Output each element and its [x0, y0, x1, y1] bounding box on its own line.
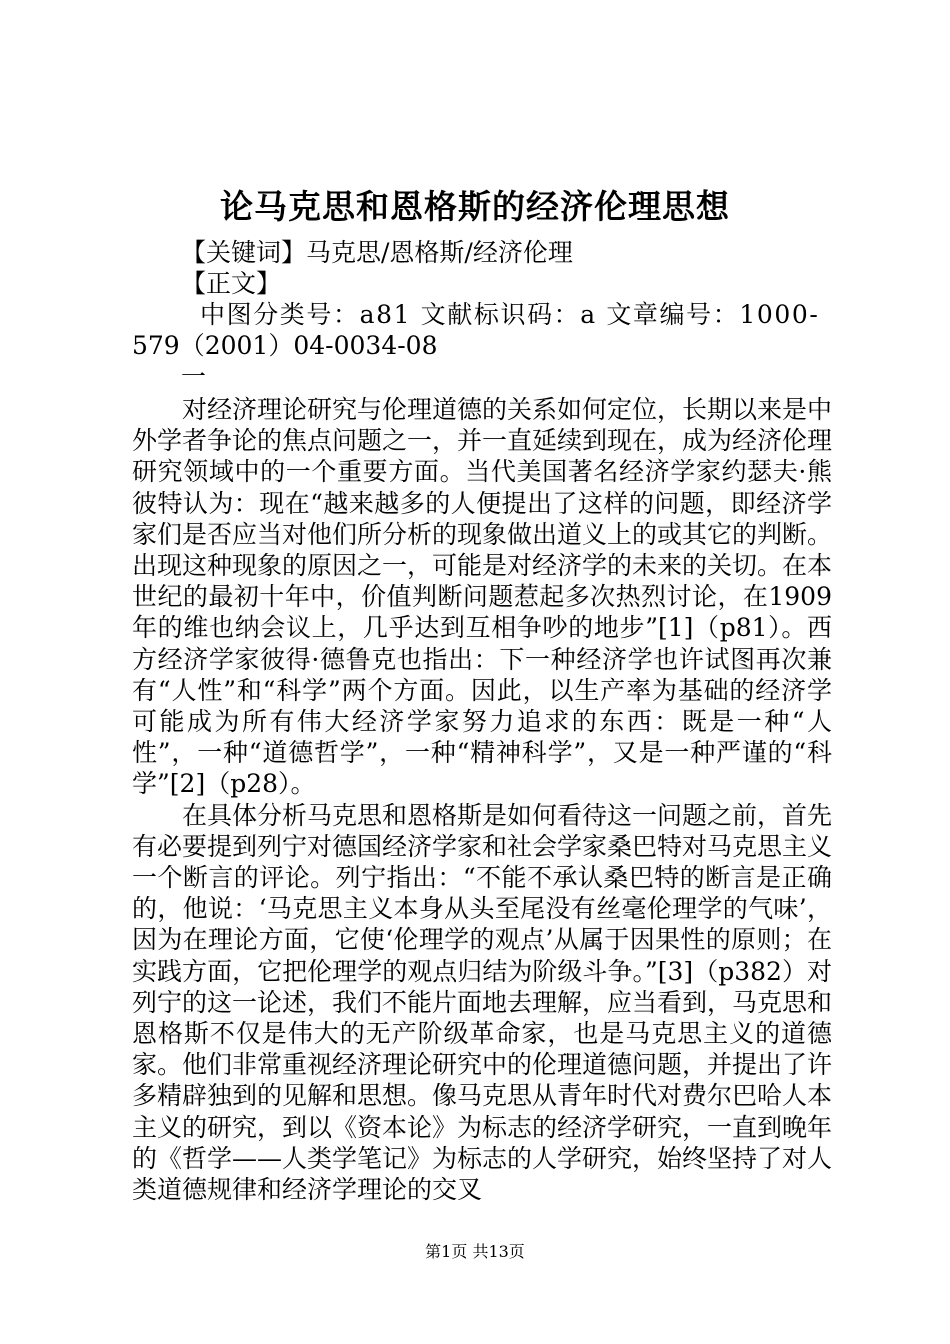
paragraph: 在具体分析马克思和恩格斯是如何看待这一问题之前，首先有必要提到列宁对德国经济学家和社会学家桑巴特对马克思主义一个断言的评论。列宁指出：“不能不承认桑巴特的断言是正确的，他说：‘马克思主义本身从头至尾没有丝毫伦理学的气味’，因为在理论方面，它使‘伦理学的观点’从属于因果性的原则；在实践方面，它把伦理学的观点归结为阶级斗争。”[3]（p382）对列宁的这一论述，我们不能片面地去理解，应当看到，马克思和恩格斯不仅是伟大的无产阶级革命家，也是马克思主义的道德家。他们非常重视经济理论研究中的伦理道德问题，并提出了许多精辟独到的见解和思想。像马克思从青年时代对费尔巴哈人本主义的研究，到以《资本论》为标志的经济学研究，一直到晚年的《哲学——人类学笔记》为标志的人学研究，始终坚持了对人类道德规律和经济学理论的交叉	[132, 800, 833, 1205]
page-indicator: 第1页 共13页	[425, 1242, 525, 1261]
classification-line-1: 中图分类号：a81 文献标识码：a 文章编号：1000-	[200, 300, 820, 329]
section-number: 一	[181, 362, 207, 391]
classification-line-2: 579（2001）04-0034-08	[132, 331, 438, 360]
body-text	[132, 394, 832, 1205]
body-label: 【正文】	[181, 269, 282, 298]
paragraph: 对经济理论研究与伦理道德的关系如何定位，长期以来是中外学者争论的焦点问题之一，并一直延续到现在，成为经济伦理研究领域中的一个重要方面。当代美国著名经济学家约瑟夫·熊彼特认为：现在“越来越多的人便提出了这样的问题，即经济学家们是否应当对他们所分析的现象做出道义上的或其它的判断。出现这种现象的原因之一，可能是对经济学的未来的关切。在本世纪的最初十年中，价值判断问题惹起多次热烈讨论，在1909年的维也纳会议上，几乎达到互相争吵的地步”[1]（p81）。西方经济学家彼得·德鲁克也指出：下一种经济学也许试图再次兼有“人性”和“科学”两个方面。因此，以生产率为基础的经济学可能成为所有伟大经济学家努力追求的东西：既是一种“人性”，一种“道德哲学”，一种“精神科学”，又是一种严谨的“科学”[2]（p28）。	[132, 395, 833, 799]
keywords-line: 【关键词】马克思/恩格斯/经济伦理	[181, 238, 573, 267]
document-title: 论马克思和恩格斯的经济伦理思想	[220, 187, 730, 226]
